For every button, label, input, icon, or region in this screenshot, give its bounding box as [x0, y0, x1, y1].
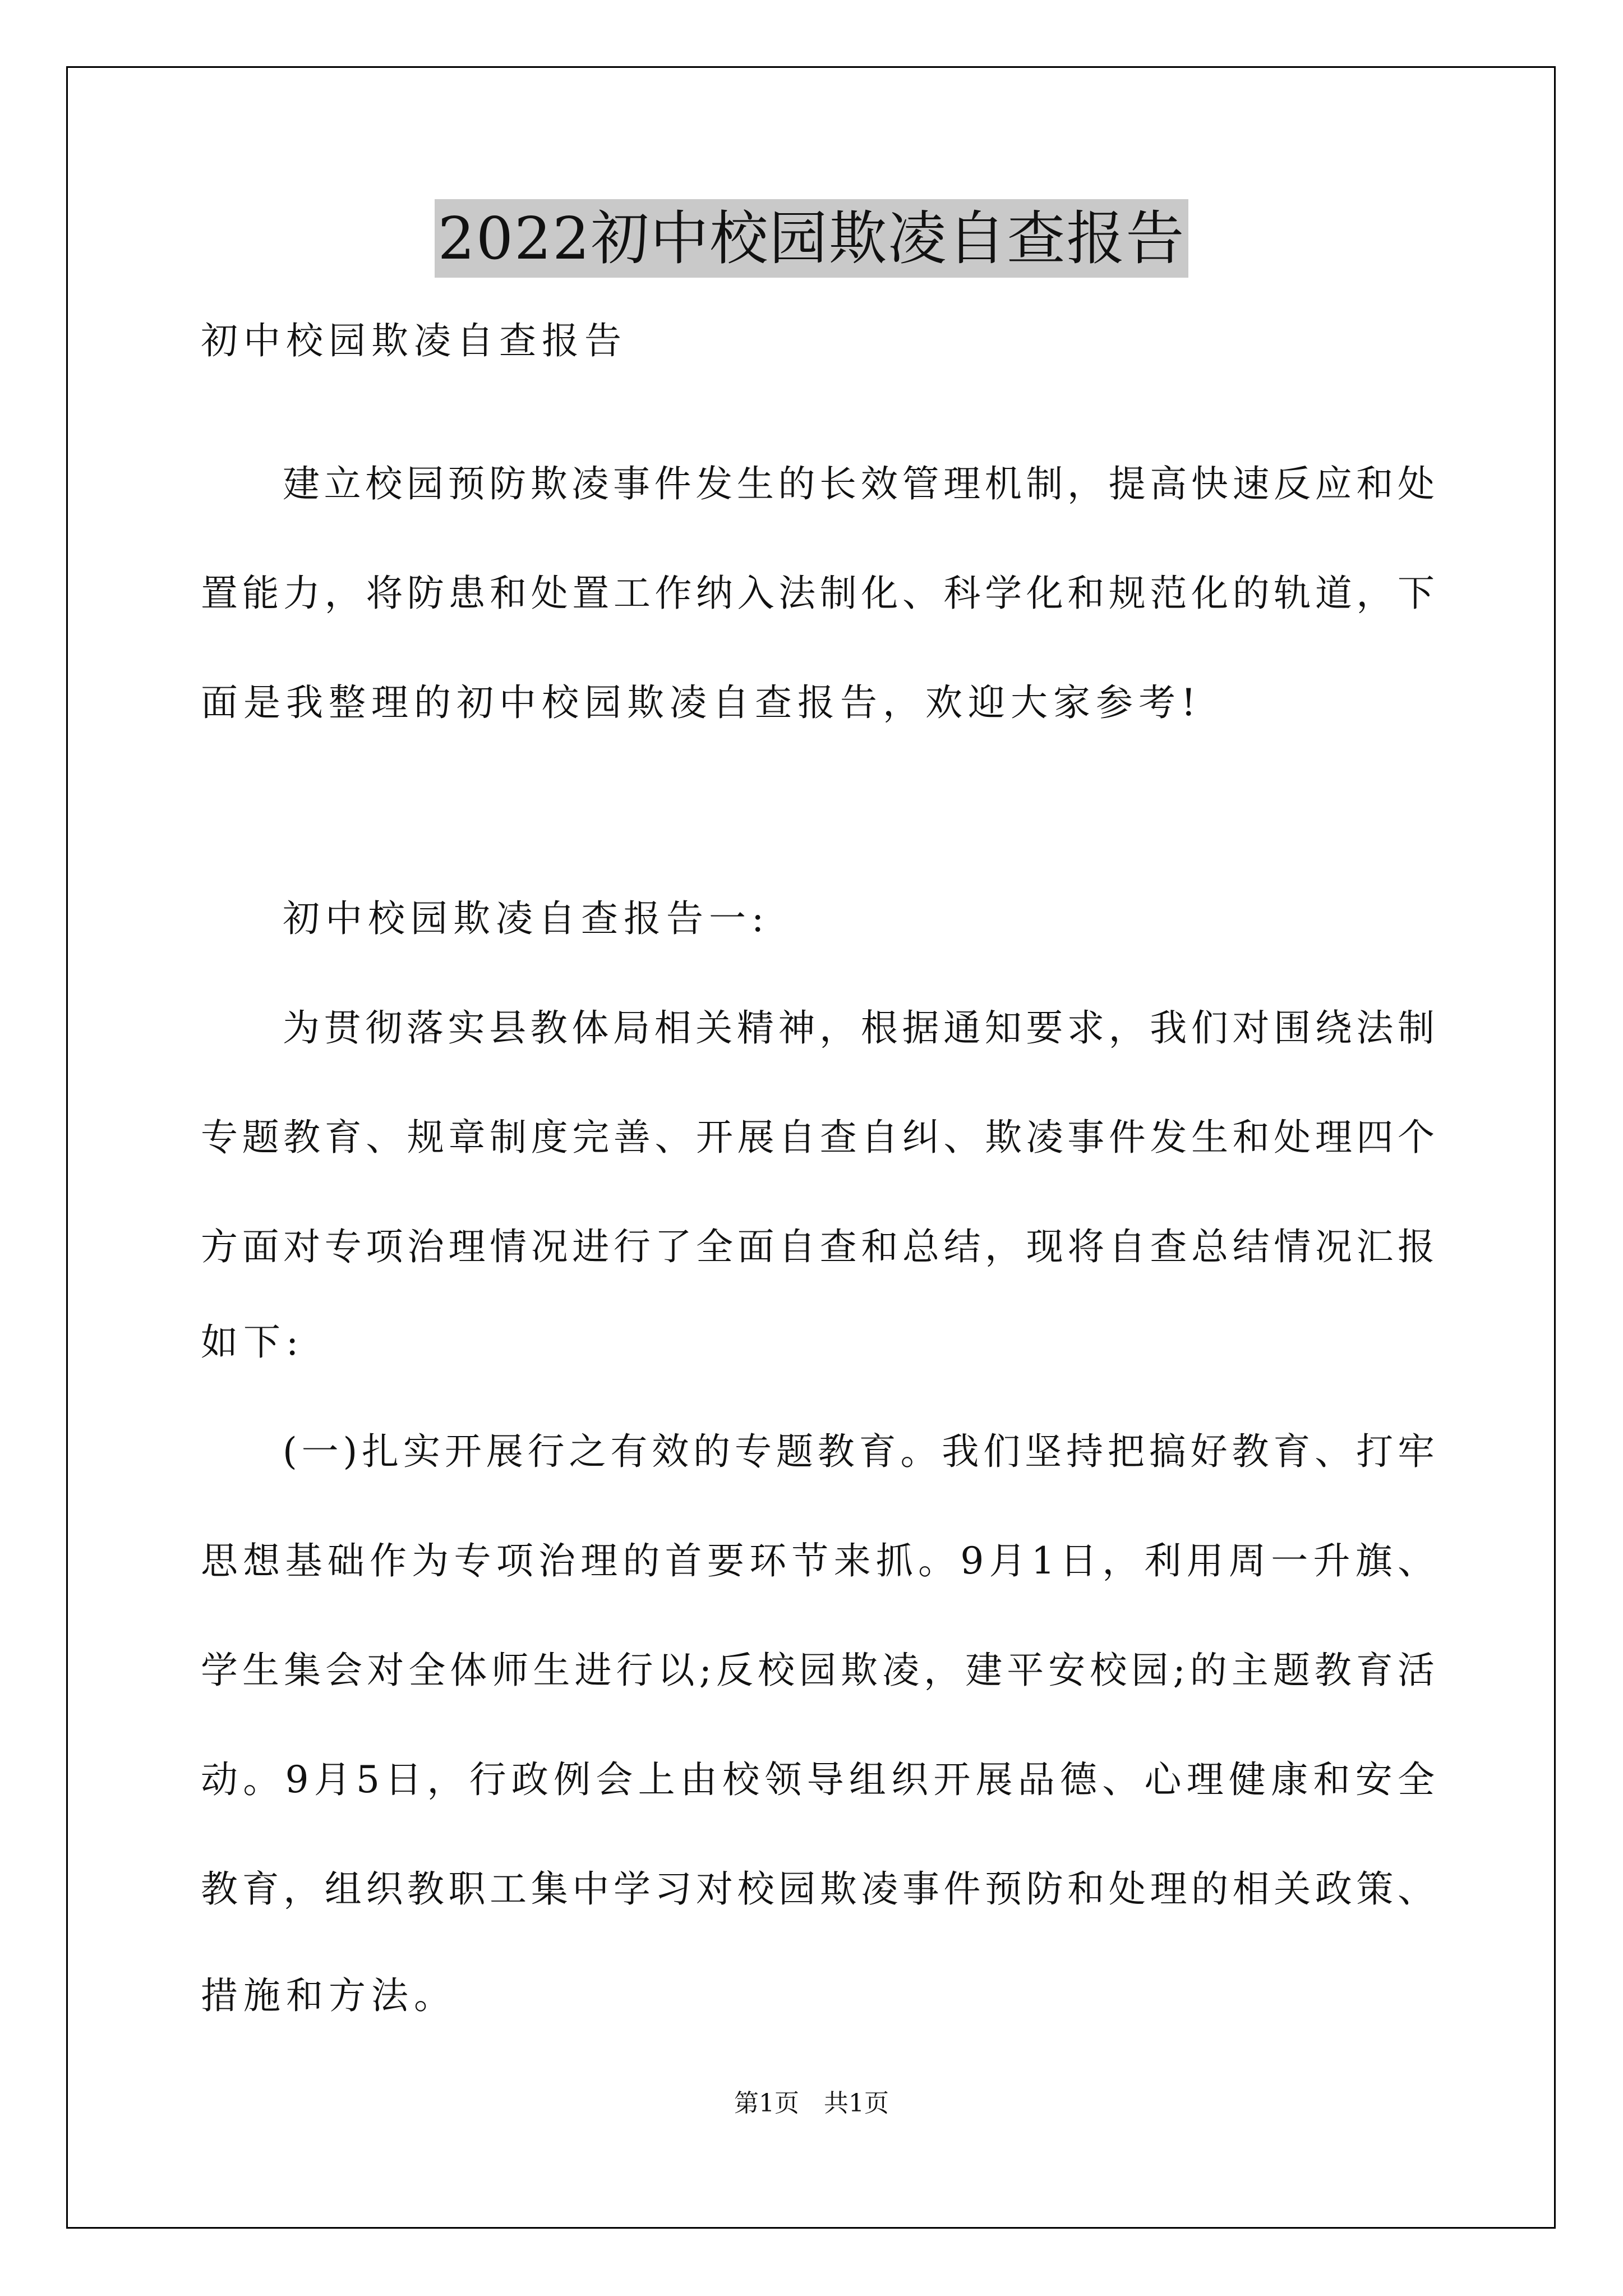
- paragraph-line: 动。9月5日，行政例会上由校领导组织开展品德、心理健康和安全: [201, 1758, 1435, 1801]
- intro-line: 建立校园预防欺凌事件发生的长效管理机制，提高快速反应和处: [283, 462, 1435, 505]
- paragraph-line: 方面对专项治理情况进行了全面自查和总结，现将自查总结情况汇报: [201, 1225, 1435, 1268]
- page-footer: 第1页 共1页: [734, 2089, 889, 2118]
- section-heading: 初中校园欺凌自查报告一:: [283, 897, 770, 940]
- paragraph-line: 如下:: [201, 1320, 305, 1364]
- paragraph-line: 专题教育、规章制度完善、开展自查自纠、欺凌事件发生和处理四个: [201, 1116, 1435, 1159]
- intro-line: 置能力，将防患和处置工作纳入法制化、科学化和规范化的轨道，下: [201, 572, 1435, 615]
- subtitle: 初中校园欺凌自查报告: [201, 319, 627, 362]
- paragraph-line: 教育，组织教职工集中学习对校园欺凌事件预防和处理的相关政策、: [201, 1867, 1435, 1911]
- document-title: 2022初中校园欺凌自查报告: [435, 199, 1189, 278]
- title-container: [0, 199, 1623, 278]
- paragraph-line: 措施和方法。: [201, 1974, 457, 2017]
- paragraph-line: 思想基础作为专项治理的首要环节来抓。9月1日，利用周一升旗、: [201, 1539, 1435, 1582]
- paragraph-line: 为贯彻落实县教体局相关精神，根据通知要求，我们对围绕法制: [283, 1006, 1435, 1050]
- paragraph-line: 学生集会对全体师生进行以;反校园欺凌，建平安校园;的主题教育活: [201, 1649, 1435, 1692]
- paragraph-line: (一)扎实开展行之有效的专题教育。我们坚持把搞好教育、打牢: [283, 1430, 1435, 1473]
- intro-line: 面是我整理的初中校园欺凌自查报告，欢迎大家参考!: [201, 681, 1202, 724]
